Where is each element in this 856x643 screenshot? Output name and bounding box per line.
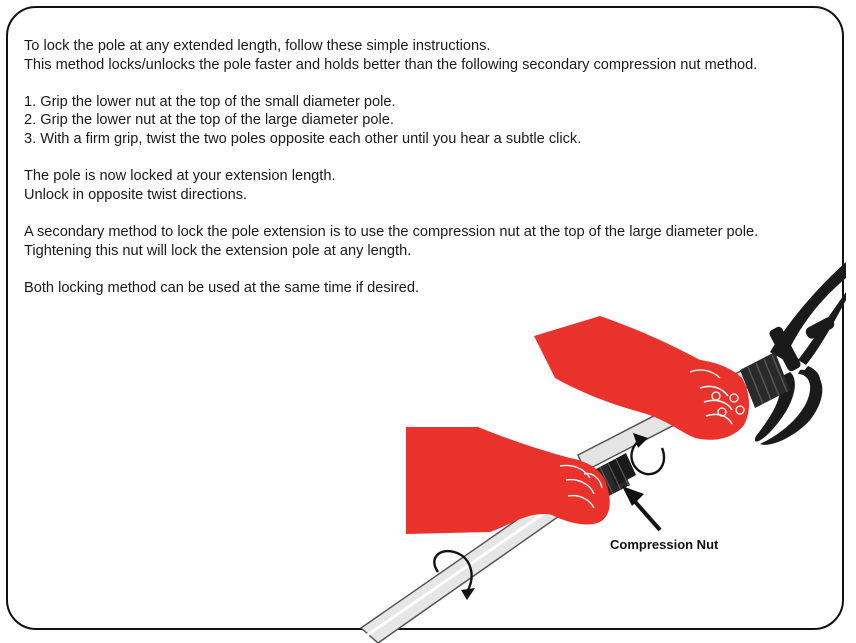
locked-line: The pole is now locked at your extension length. xyxy=(24,168,336,185)
unlock-line: Unlock in opposite twist directions. xyxy=(24,186,248,203)
step-3: 3. With a firm grip, twist the two poles opposite each other until you hear a subtle click. xyxy=(24,130,582,147)
secondary-line-1: A secondary method to lock the pole extension is to use the compression nut at the top of the large diameter pole. xyxy=(24,223,759,240)
intro-line-2: This method locks/unlocks the pole faster and holds better than the following secondary compression nut method. xyxy=(24,56,758,73)
step-1: 1. Grip the lower nut at the top of the small diameter pole. xyxy=(24,93,396,110)
callout-arrow-icon xyxy=(622,486,660,530)
secondary-line-2: Tightening this nut will lock the extension pole at any length. xyxy=(24,242,412,259)
both-methods-line: Both locking method can be used at the same time if desired. xyxy=(24,279,420,296)
compression-nut-label: Compression Nut xyxy=(610,537,719,552)
intro-line-1: To lock the pole at any extended length, follow these simple instructions. xyxy=(24,38,491,54)
upper-hand xyxy=(534,316,749,440)
tool-head xyxy=(755,262,846,445)
lower-hand xyxy=(406,427,610,534)
step-2: 2. Grip the lower nut at the top of the large diameter pole. xyxy=(24,112,394,129)
